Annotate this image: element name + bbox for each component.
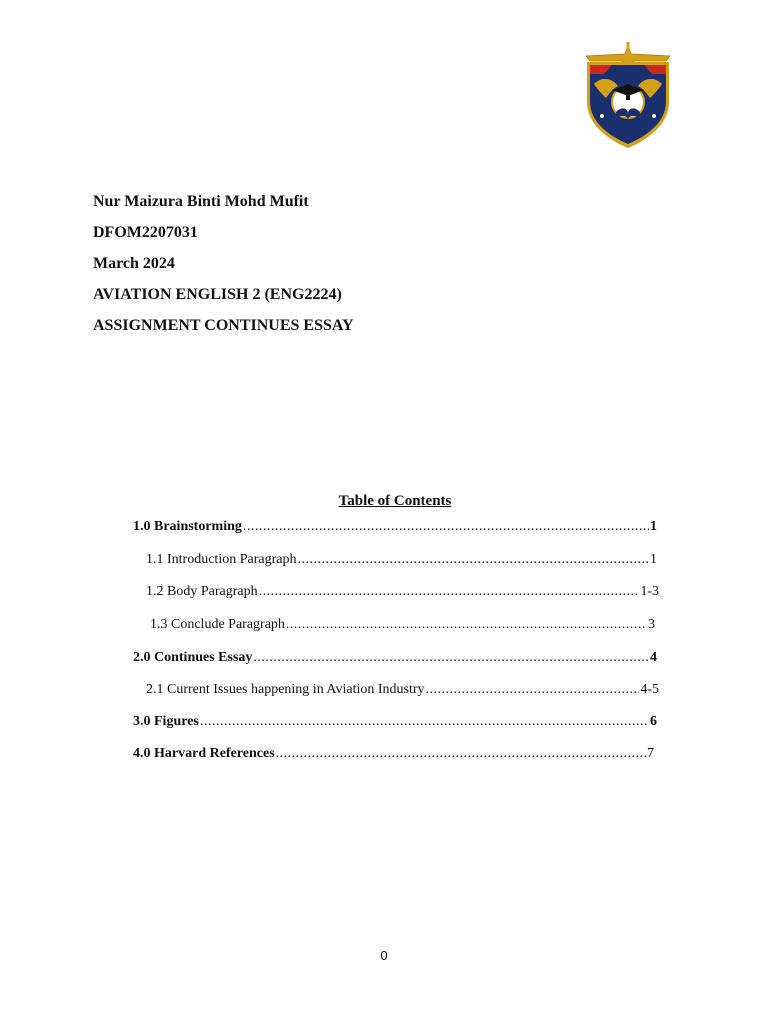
table-of-contents [133, 490, 659, 761]
toc-entry-label: 3.0 Figures [133, 714, 199, 729]
toc-entry-page: 4 [650, 650, 657, 665]
toc-entry-page: 7 [647, 746, 654, 761]
toc-entry [133, 745, 654, 763]
page-number: 0 [380, 948, 388, 963]
toc-leader [200, 713, 649, 731]
toc-entry-label: 1.2 Body Paragraph [146, 584, 258, 599]
toc-leader [286, 616, 647, 634]
student-name: Nur Maizura Binti Mohd Mufit [93, 193, 309, 210]
toc-entry-label: 4.0 Harvard References [133, 746, 275, 761]
toc-entry-page: 3 [648, 617, 655, 632]
toc-entry-page: 6 [650, 714, 657, 729]
toc-entry-label: 1.3 Conclude Paragraph [150, 617, 285, 632]
toc-leader [259, 583, 640, 601]
toc-entry [133, 713, 657, 731]
toc-entry-page: 1 [650, 552, 657, 567]
toc-leader [276, 745, 646, 763]
toc-entry [133, 518, 657, 536]
toc-leader [426, 681, 640, 699]
toc-leader [253, 649, 649, 667]
course-title: AVIATION ENGLISH 2 (ENG2224) [93, 286, 342, 303]
toc-entry-page: 4-5 [640, 682, 659, 697]
toc-entry-label: 2.0 Continues Essay [133, 650, 253, 665]
toc-entry-label: 1.0 Brainstorming [133, 519, 242, 534]
toc-entry [133, 649, 657, 667]
toc-leader [297, 551, 649, 569]
submission-date: March 2024 [93, 255, 175, 272]
student-id: DFOM2207031 [93, 224, 198, 241]
toc-entry [133, 583, 659, 601]
toc-entry-label: 1.1 Introduction Paragraph [146, 552, 297, 567]
assignment-title: ASSIGNMENT CONTINUES ESSAY [93, 317, 354, 334]
toc-title: Table of Contents [338, 493, 452, 509]
toc-entry-page: 1 [650, 519, 657, 534]
toc-entry [133, 616, 655, 634]
toc-entry-label: 2.1 Current Issues happening in Aviation Industry [146, 682, 425, 697]
toc-entry-page: 1-3 [640, 584, 659, 599]
academy-crest-icon [582, 40, 674, 152]
toc-entry [133, 681, 659, 699]
toc-leader [243, 518, 649, 536]
cover-info [93, 192, 653, 347]
toc-entry [133, 551, 657, 569]
